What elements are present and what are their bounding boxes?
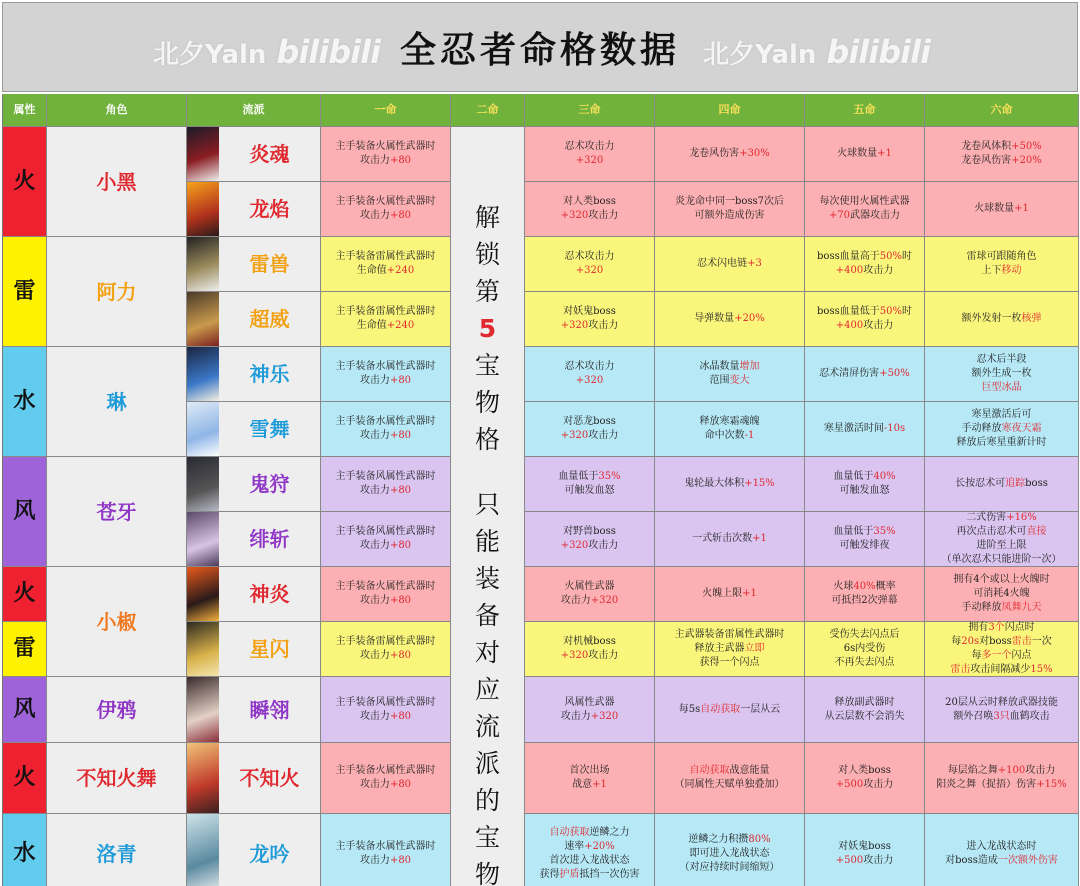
cell-line: 对恶龙boss [563, 416, 616, 427]
cell-line: 逆鳞之力积攒80% [688, 834, 771, 845]
school-cell [187, 743, 321, 814]
cell-line: 可触发绯夜 [839, 540, 890, 551]
cell-line: 攻击力+320 [560, 710, 619, 722]
level3-cell [525, 814, 655, 886]
cell-line: 忍术后半段 [976, 354, 1027, 365]
role-cell: 洛青 [47, 814, 187, 886]
attribute-cell: 火 [3, 127, 47, 237]
level4-cell [655, 457, 805, 512]
cell-line: 战意+1 [572, 779, 607, 790]
attribute-cell: 风 [3, 677, 47, 743]
level5-cell [805, 347, 925, 402]
level1-cell [321, 402, 451, 457]
cell-line: 可触发血怒 [839, 485, 890, 496]
level6-cell [925, 743, 1079, 814]
level4-cell [655, 127, 805, 182]
cell-line: +320 [575, 155, 604, 166]
character-portrait [187, 677, 219, 742]
cell-line: 攻击力+80 [359, 650, 412, 661]
title-bar [2, 2, 1078, 92]
note-char: 解 [474, 203, 500, 232]
cell-line: 主手装备风属性武器时 [335, 471, 436, 482]
header-l3: 三命 [525, 94, 655, 127]
character-portrait [187, 457, 219, 511]
cell-line: 自动获取战意能量 [689, 765, 770, 776]
header-attribute: 属性 [3, 94, 47, 127]
level3-cell [525, 743, 655, 814]
level6-cell [925, 127, 1079, 182]
school-name: 神乐 [249, 362, 290, 386]
cell-line: 主手装备雷属性武器时 [335, 306, 436, 317]
cell-line: +500攻击力 [835, 779, 894, 790]
level5-cell [805, 677, 925, 743]
cell-line: 攻击力+80 [359, 155, 412, 166]
level4-cell [655, 512, 805, 567]
level5-cell [805, 402, 925, 457]
cell-line: 主手装备雷属性武器时 [335, 636, 436, 647]
level5-cell [805, 182, 925, 237]
cell-line: 可额外造成伤害 [694, 210, 765, 221]
level1-cell [321, 292, 451, 347]
level6-cell [925, 292, 1079, 347]
cell-line: 从云层数不会消失 [824, 710, 905, 722]
level4-cell [655, 622, 805, 677]
cell-line: 巨型冰晶 [981, 382, 1022, 393]
cell-line: 血量低于35% [833, 526, 896, 537]
cell-line: +320攻击力 [560, 430, 619, 441]
cell-line: 手动释放凤舞九天 [961, 602, 1042, 613]
cell-line: 每5s自动获取一层从云 [678, 703, 781, 715]
cell-line: 可消耗4火魄 [973, 588, 1030, 599]
header-l4: 四命 [655, 94, 805, 127]
level3-cell [525, 127, 655, 182]
cell-line: 自动获取逆鳞之力 [549, 827, 630, 838]
cell-line: 主手装备水属性武器时 [335, 841, 436, 852]
cell-line: 主武器装备雷属性武器时 [674, 629, 785, 640]
cell-line: 再次点击忍术可直接 [956, 526, 1047, 537]
note-char: 派 [474, 749, 500, 778]
note-number: 5 [478, 314, 497, 343]
attribute-cell: 雷 [3, 237, 47, 347]
level3-cell [525, 622, 655, 677]
cell-line: 忍术闪电链+3 [697, 258, 762, 269]
attribute-cell: 水 [3, 347, 47, 457]
cell-line: boss血量高于50%时 [817, 251, 912, 262]
level3-cell [525, 182, 655, 237]
note-char: 能 [474, 527, 500, 556]
character-portrait [187, 402, 219, 456]
school-cell [187, 622, 321, 677]
level3-cell [525, 402, 655, 457]
cell-line: 生命值+240 [356, 265, 415, 276]
cell-line: 攻击力+80 [359, 430, 412, 441]
school-name: 鬼狩 [249, 472, 290, 496]
level1-cell [321, 512, 451, 567]
level6-cell [925, 402, 1079, 457]
school-name: 不知火 [239, 766, 300, 790]
cell-line: 额外召唤3只血鹤攻击 [953, 710, 1050, 722]
page-title: 全忍者命格数据 [399, 29, 680, 71]
cell-line: 每20s对boss雷击一次 [951, 636, 1052, 647]
attribute-cell: 火 [3, 567, 47, 622]
note-char: 宝 [474, 823, 500, 852]
school-cell [187, 457, 321, 512]
level1-cell [321, 457, 451, 512]
cell-line: 主手装备风属性武器时 [335, 696, 436, 708]
cell-line: 攻击力+80 [359, 540, 412, 551]
school-name: 龙焰 [249, 197, 290, 221]
school-cell [187, 402, 321, 457]
cell-line: 寒星激活时间-10s [823, 423, 906, 434]
role-cell: 伊鸦 [47, 677, 187, 743]
cell-line: （同属性天赋单独叠加） [674, 779, 785, 790]
level6-cell [925, 457, 1079, 512]
cell-line: 冰晶数量增加 [699, 361, 760, 372]
data-table [2, 94, 1078, 886]
level6-cell [925, 622, 1079, 677]
note-char: 流 [474, 712, 500, 741]
cell-line: 对人类boss [563, 196, 616, 207]
level1-cell [321, 127, 451, 182]
cell-line: 忍术攻击力 [564, 141, 615, 152]
character-portrait [187, 622, 219, 676]
note-char: 对 [474, 638, 500, 667]
level1-cell [321, 677, 451, 743]
character-portrait [187, 567, 219, 621]
cell-line: 火球数量+1 [974, 203, 1029, 214]
cell-line: +400攻击力 [835, 320, 894, 331]
note-char: 的 [474, 786, 500, 815]
level6-cell [925, 677, 1079, 743]
cell-line: 阳炎之舞（捉捂）伤害+15% [936, 779, 1067, 790]
cell-line: 命中次数-1 [704, 430, 755, 441]
character-portrait [187, 743, 219, 813]
cell-line: 释放寒霜魂魄 [699, 416, 760, 427]
character-portrait [187, 237, 219, 291]
cell-line: 火球数量+1 [837, 148, 892, 159]
note-char: 物 [474, 388, 500, 417]
header-l2: 二命 [451, 94, 525, 127]
school-cell [187, 512, 321, 567]
cell-line: +320攻击力 [560, 540, 619, 551]
note-char: 装 [474, 564, 500, 593]
cell-line: 对人类boss [838, 765, 891, 776]
role-cell: 小黑 [47, 127, 187, 237]
cell-line: 龙卷风体积+50% [961, 141, 1042, 152]
cell-line: 20层从云时释放武器技能 [945, 696, 1058, 708]
cell-line: 一式斩击次数+1 [692, 533, 767, 544]
school-cell [187, 237, 321, 292]
cell-line: 火属性武器 [564, 581, 615, 592]
note-char: 第 [474, 277, 500, 306]
cell-line: +320攻击力 [560, 320, 619, 331]
cell-line: 获得护盾抵挡一次伤害 [539, 869, 640, 880]
cell-line: 拥有3个闪点时 [968, 622, 1035, 633]
cell-line: 寒星激活后可 [971, 409, 1032, 420]
school-cell [187, 182, 321, 237]
cell-line: 攻击力+320 [560, 595, 619, 606]
level6-cell [925, 347, 1079, 402]
cell-line: 主手装备火属性武器时 [335, 765, 436, 776]
level4-cell [655, 814, 805, 886]
header-school: 流派 [187, 94, 321, 127]
level5-cell [805, 567, 925, 622]
school-cell [187, 814, 321, 886]
watermark-right: 北夕Yaln bilibili [703, 33, 931, 71]
school-name: 炎魂 [249, 142, 290, 166]
character-portrait [187, 512, 219, 566]
cell-line: 上下移动 [981, 265, 1022, 276]
level4-cell [655, 292, 805, 347]
cell-line: 二式伤害+16% [966, 512, 1037, 523]
cell-line: 龙卷风伤害+30% [689, 148, 770, 159]
role-cell: 阿力 [47, 237, 187, 347]
level3-cell [525, 567, 655, 622]
level4-cell [655, 567, 805, 622]
character-portrait [187, 814, 219, 886]
level3-cell [525, 292, 655, 347]
level3-cell [525, 677, 655, 743]
cell-line: 龙卷风伤害+20% [961, 155, 1042, 166]
cell-line: 攻击力+80 [359, 375, 412, 386]
cell-line: 首次进入龙战状态 [549, 855, 630, 866]
cell-line: 火球40%概率 [833, 581, 896, 592]
cell-line: 对妖鬼boss [838, 841, 891, 852]
cell-line: 可触发血怒 [564, 485, 615, 496]
level3-cell [525, 237, 655, 292]
cell-line: 对妖鬼boss [563, 306, 616, 317]
note-char: 宝 [474, 351, 500, 380]
cell-line: 可抵挡2次弹幕 [831, 595, 898, 606]
cell-line: 风属性武器 [564, 696, 615, 708]
level3-cell [525, 512, 655, 567]
school-cell [187, 292, 321, 347]
cell-line: 范围变大 [709, 375, 750, 386]
unlock-note [451, 127, 525, 886]
cell-line: 炎龙命中同一boss7次后 [674, 196, 785, 207]
cell-line: 主手装备水属性武器时 [335, 416, 436, 427]
cell-line: boss血量低于50%时 [817, 306, 912, 317]
cell-line: +70武器攻击力 [828, 210, 901, 221]
level4-cell [655, 743, 805, 814]
school-cell [187, 347, 321, 402]
note-char: 备 [474, 601, 500, 630]
level6-cell [925, 814, 1079, 886]
attribute-cell: 火 [3, 743, 47, 814]
cell-line: 额外发射一枚核弹 [961, 313, 1042, 324]
cell-line: 每次使用火属性武器 [819, 196, 910, 207]
attribute-cell: 水 [3, 814, 47, 886]
cell-line: （对应持续时间缩短） [679, 862, 780, 873]
cell-line: 主手装备雷属性武器时 [335, 251, 436, 262]
level5-cell [805, 814, 925, 886]
level1-cell [321, 567, 451, 622]
note-char: 应 [474, 675, 500, 704]
cell-line: 雷击攻击间隔减少15% [950, 664, 1053, 675]
note-char: 锁 [474, 240, 500, 269]
cell-line: 每多一个闪点 [971, 650, 1032, 661]
cell-line: +400攻击力 [835, 265, 894, 276]
cell-line: 雷球可跟随角色 [966, 251, 1037, 262]
header-role: 角色 [47, 94, 187, 127]
cell-line: 主手装备火属性武器时 [335, 141, 436, 152]
cell-line: 火魄上限+1 [702, 588, 757, 599]
cell-line: 不再失去闪点 [834, 657, 895, 668]
level6-cell [925, 237, 1079, 292]
school-name: 绯斩 [249, 527, 290, 551]
cell-line: +320攻击力 [560, 650, 619, 661]
cell-line: 额外生成一枚 [971, 368, 1032, 379]
cell-line: 攻击力+80 [359, 855, 412, 866]
cell-line: 攻击力+80 [359, 485, 412, 496]
note-char: 格 [474, 425, 500, 454]
cell-line: 鬼轮最大体积+15% [684, 478, 775, 489]
level5-cell [805, 743, 925, 814]
character-portrait [187, 182, 219, 236]
cell-line: 主手装备火属性武器时 [335, 581, 436, 592]
level5-cell [805, 457, 925, 512]
level1-cell [321, 237, 451, 292]
cell-line: 释放后寒星重新计时 [956, 437, 1047, 448]
role-cell: 小椒 [47, 567, 187, 677]
cell-line: 长按忍术可追踪boss [955, 478, 1048, 489]
cell-line: 主手装备火属性武器时 [335, 196, 436, 207]
cell-line: 6s内受伤 [843, 643, 886, 654]
cell-line: 速率+20% [564, 841, 615, 852]
cell-line: +500攻击力 [835, 855, 894, 866]
school-name: 星闪 [249, 637, 290, 661]
level1-cell [321, 622, 451, 677]
level6-cell [925, 182, 1079, 237]
level3-cell [525, 347, 655, 402]
cell-line: 攻击力+80 [359, 595, 412, 606]
cell-line: 对boss造成一次额外伤害 [945, 855, 1058, 866]
level4-cell [655, 347, 805, 402]
level1-cell [321, 743, 451, 814]
cell-line: +320 [575, 265, 604, 276]
school-name: 雷兽 [249, 252, 290, 276]
cell-line: 释放副武器时 [834, 696, 895, 708]
level5-cell [805, 127, 925, 182]
cell-line: 拥有4个或以上火魄时 [953, 574, 1050, 585]
cell-line: 血量低于35% [558, 471, 621, 482]
watermark-left: 北夕Yaln bilibili [153, 33, 381, 71]
cell-line: 攻击力+80 [359, 710, 412, 722]
school-name: 超威 [249, 307, 290, 331]
level4-cell [655, 402, 805, 457]
cell-line: 主手装备水属性武器时 [335, 361, 436, 372]
school-cell [187, 677, 321, 743]
level3-cell [525, 457, 655, 512]
cell-line: 攻击力+80 [359, 779, 412, 790]
level5-cell [805, 237, 925, 292]
level6-cell [925, 567, 1079, 622]
level4-cell [655, 237, 805, 292]
cell-line: 忍术攻击力 [564, 361, 615, 372]
level6-cell [925, 512, 1079, 567]
role-cell: 琳 [47, 347, 187, 457]
cell-line: （单次忍术只能进阶一次） [941, 554, 1062, 565]
level5-cell [805, 512, 925, 567]
cell-line: +320攻击力 [560, 210, 619, 221]
note-char: 物 [474, 860, 500, 886]
level5-cell [805, 622, 925, 677]
school-cell [187, 567, 321, 622]
cell-line: 即可进入龙战状态 [689, 848, 770, 859]
cell-line: 每层焰之舞+100攻击力 [947, 765, 1056, 776]
cell-line: 忍术攻击力 [564, 251, 615, 262]
level4-cell [655, 182, 805, 237]
cell-line: 获得一个闪点 [699, 657, 760, 668]
cell-line: 攻击力+80 [359, 210, 412, 221]
note-char: 只 [474, 490, 500, 519]
header-l1: 一命 [321, 94, 451, 127]
role-cell: 苍牙 [47, 457, 187, 567]
cell-line: 忍术清屏伤害+50% [819, 368, 910, 379]
character-portrait [187, 347, 219, 401]
header-l6: 六命 [925, 94, 1079, 127]
attribute-cell: 雷 [3, 622, 47, 677]
level1-cell [321, 182, 451, 237]
school-name: 雪舞 [249, 417, 290, 441]
level1-cell [321, 347, 451, 402]
school-name: 神炎 [249, 582, 290, 606]
cell-line: 血量低于40% [833, 471, 896, 482]
cell-line: 对野兽boss [563, 526, 616, 537]
cell-line: +320 [575, 375, 604, 386]
school-name: 龙吟 [249, 842, 290, 866]
cell-line: 对机械boss [563, 636, 616, 647]
header-l5: 五命 [805, 94, 925, 127]
cell-line: 进阶至上限 [976, 540, 1027, 551]
school-name: 瞬翎 [249, 697, 290, 722]
level5-cell [805, 292, 925, 347]
cell-line: 受伤失去闪点后 [829, 629, 900, 640]
school-cell [187, 127, 321, 182]
cell-line: 手动释放寒夜天霜 [961, 423, 1042, 434]
role-cell: 不知火舞 [47, 743, 187, 814]
character-portrait [187, 127, 219, 181]
cell-line: 首次出场 [569, 765, 610, 776]
attribute-cell: 风 [3, 457, 47, 567]
level1-cell [321, 814, 451, 886]
cell-line: 生命值+240 [356, 320, 415, 331]
cell-line: 导弹数量+20% [694, 313, 765, 324]
level4-cell [655, 677, 805, 743]
cell-line: 释放主武器立即 [694, 643, 765, 654]
cell-line: 进入龙战状态时 [966, 841, 1037, 852]
cell-line: 主手装备风属性武器时 [335, 526, 436, 537]
character-portrait [187, 292, 219, 346]
